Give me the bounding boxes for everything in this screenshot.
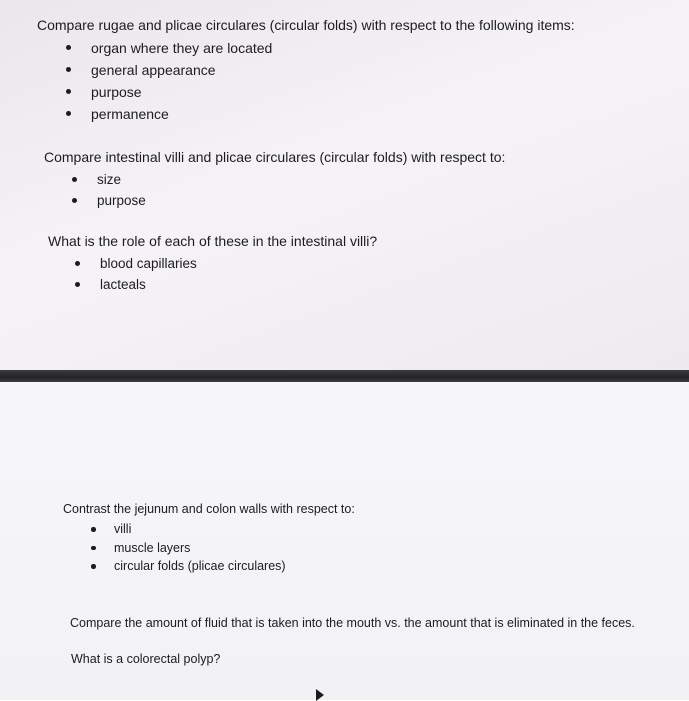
pointer-cursor-icon [316, 689, 324, 701]
section-rugae-plicae [37, 15, 575, 125]
bullet-icon [91, 527, 96, 532]
section-jejunum-colon [63, 500, 355, 576]
section-heading: What is the role of each of these in the intestinal villi? [48, 233, 378, 249]
section-heading: Compare intestinal villi and plicae circulares (circular folds) with respect to: [44, 149, 506, 165]
bullet-icon [66, 89, 71, 94]
list-item: organ where they are located [91, 37, 575, 59]
list-item: lacteals [100, 274, 377, 295]
section-villi-plicae [44, 147, 505, 211]
page-divider [0, 370, 689, 382]
bullet-icon [72, 198, 77, 203]
list-item: purpose [91, 81, 575, 103]
bullet-icon [66, 111, 71, 116]
list-item: size [97, 169, 505, 190]
bullet-icon [66, 67, 71, 72]
bullet-icon [91, 546, 96, 551]
section-heading: Compare rugae and plicae circulares (circular folds) with respect to the following items: [37, 17, 575, 33]
list-item: blood capillaries [100, 253, 377, 274]
bullet-list [100, 253, 377, 295]
section-villi-role [48, 231, 377, 295]
list-item: permanence [91, 103, 575, 125]
list-item: general appearance [91, 59, 575, 81]
question-colorectal-polyp: What is a colorectal polyp? [71, 652, 221, 666]
bullet-icon [72, 177, 77, 182]
section-heading: Contrast the jejunum and colon walls with respect to: [63, 502, 355, 516]
bullet-icon [91, 564, 96, 569]
bullet-list [114, 520, 355, 576]
list-item: purpose [97, 190, 505, 211]
bullet-list [91, 37, 575, 125]
bullet-icon [75, 261, 80, 266]
list-item: villi [114, 520, 355, 539]
question-fluid-amount: Compare the amount of fluid that is taken into the mouth vs. the amount that is eliminated in the feces. [70, 616, 635, 630]
list-item: muscle layers [114, 539, 355, 558]
bullet-list [97, 169, 505, 211]
bullet-icon [66, 45, 71, 50]
bullet-icon [75, 282, 80, 287]
list-item: circular folds (plicae circulares) [114, 557, 355, 576]
